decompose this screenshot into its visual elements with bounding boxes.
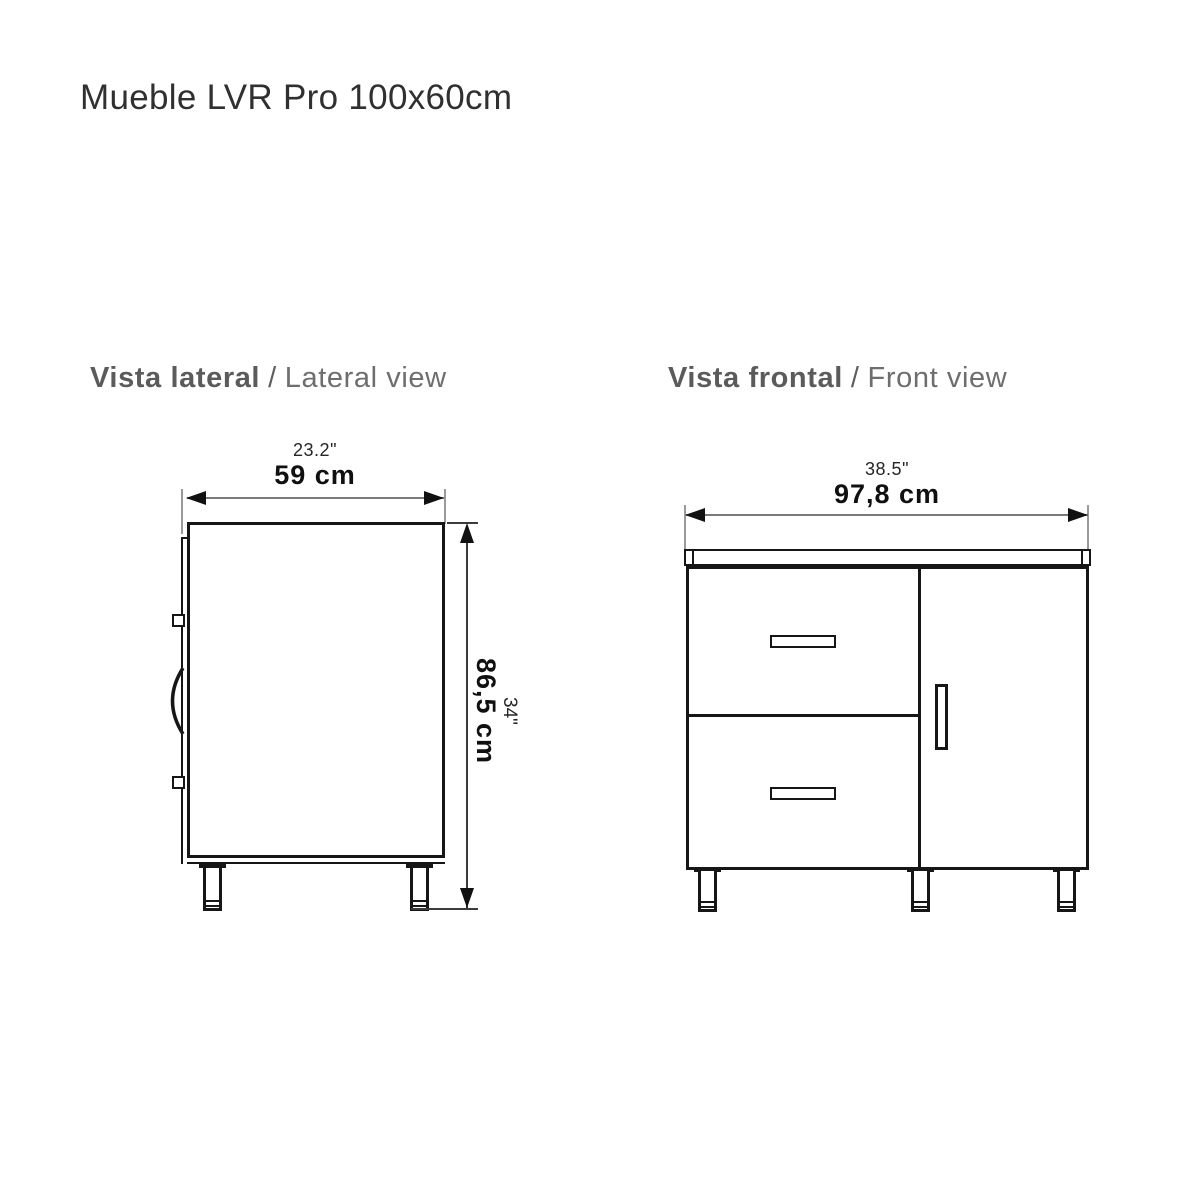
drawer-handle-top: [770, 635, 836, 648]
frontal-door-handle: [935, 684, 948, 750]
leg-foot-line: [701, 906, 714, 908]
heading-separator: /: [850, 362, 860, 394]
leg-foot-base: [206, 908, 219, 911]
frontal-width-cm-label: 97,8 cm: [833, 479, 941, 509]
frontal-heading-english: Front view: [867, 362, 1008, 394]
page-title: Mueble LVR Pro 100x60cm: [80, 78, 513, 117]
lateral-width-cm-label: 59 cm: [274, 460, 356, 490]
frontal-section-divider: [918, 566, 921, 870]
leg-foot-line: [206, 905, 219, 907]
arrow-left-icon: [685, 508, 705, 522]
lateral-width-extension-right: [444, 489, 446, 524]
lateral-leg-right: [410, 868, 429, 911]
lateral-width-extension-left: [181, 489, 183, 534]
lateral-height-dimension-line: [466, 526, 468, 908]
leg-foot-base: [914, 909, 927, 912]
drawer-handle-bottom: [770, 787, 836, 800]
leg-foot-line: [413, 900, 426, 902]
lateral-width-inches-label: 23.2": [293, 440, 337, 460]
leg-foot-base: [701, 909, 714, 912]
frontal-heading-spanish: Vista frontal: [668, 362, 843, 394]
drawer-separator-line: [686, 714, 921, 717]
countertop-end-cap-right: [1081, 551, 1083, 564]
frontal-leg-left: [698, 871, 717, 912]
lateral-view-heading: [90, 362, 447, 395]
lateral-height-cm-label: 86,5 cm: [471, 657, 501, 765]
leg-foot-line: [914, 901, 927, 903]
arrow-up-icon: [460, 523, 474, 543]
heading-separator: /: [268, 362, 277, 394]
lateral-hinge-top: [172, 614, 185, 627]
arrow-down-icon: [460, 888, 474, 908]
arrow-left-icon: [186, 491, 206, 505]
leg-foot-base: [1060, 909, 1073, 912]
frontal-countertop: [684, 549, 1091, 566]
frontal-leg-center: [911, 871, 930, 912]
leg-foot-line: [413, 905, 426, 907]
frontal-width-dimension-line: [686, 514, 1088, 516]
arrow-right-icon: [424, 491, 444, 505]
leg-foot-line: [914, 906, 927, 908]
countertop-end-cap-left: [692, 551, 694, 564]
lateral-heading-spanish: Vista lateral: [90, 362, 261, 394]
lateral-leg-left: [203, 868, 222, 911]
lateral-width-dimension-line: [187, 497, 444, 499]
frontal-leg-right: [1057, 871, 1076, 912]
leg-foot-line: [1060, 906, 1073, 908]
lateral-height-extension-bottom: [411, 908, 478, 910]
leg-foot-line: [1060, 901, 1073, 903]
door-handle-arc-path: [173, 668, 184, 734]
leg-foot-line: [701, 901, 714, 903]
lateral-cabinet-body: [187, 522, 445, 858]
leg-foot-line: [206, 900, 219, 902]
lateral-heading-english: Lateral view: [284, 362, 447, 394]
frontal-width-inches-label: 38.5": [865, 459, 909, 479]
lateral-height-inches-label: 34": [499, 697, 520, 725]
door-handle-arc: [160, 664, 186, 738]
frontal-cabinet-body: [686, 566, 1089, 870]
arrow-right-icon: [1068, 508, 1088, 522]
lateral-hinge-bottom: [172, 776, 185, 789]
frontal-view-heading: [668, 362, 1007, 395]
